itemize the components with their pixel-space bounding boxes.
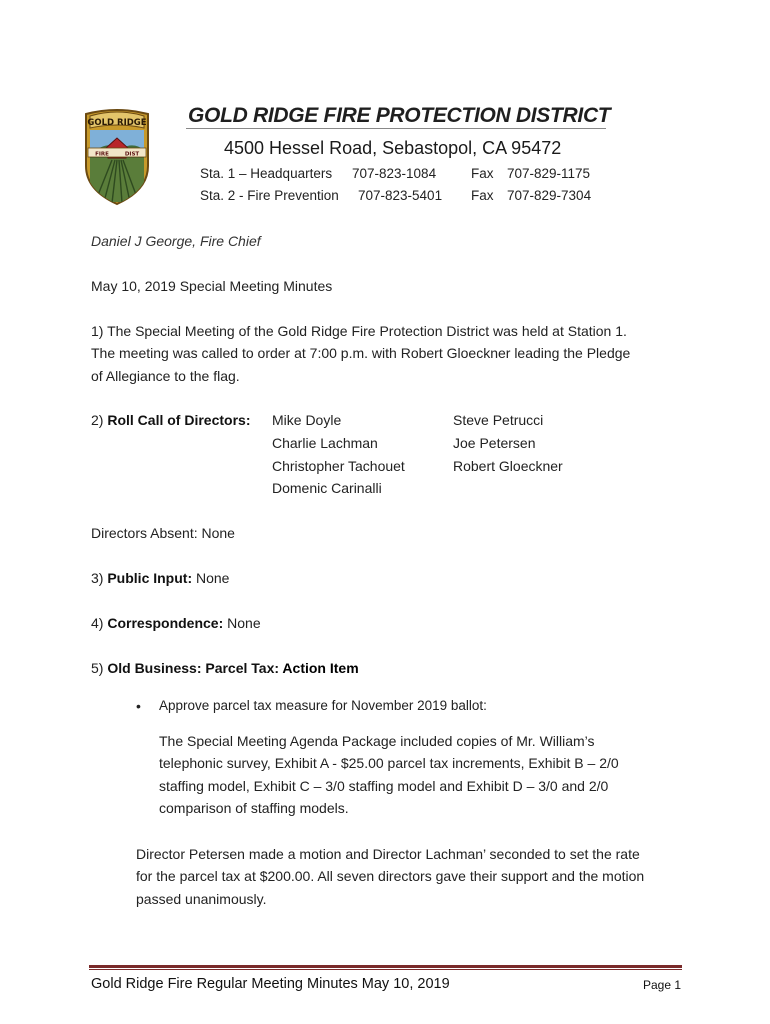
item-3-prefix: 3): [91, 570, 108, 586]
title-underline: [186, 128, 606, 129]
item-2-prefix: 2): [91, 412, 108, 428]
item-4-prefix: 4): [91, 615, 108, 631]
district-address: 4500 Hessel Road, Sebastopol, CA 95472: [224, 138, 562, 158]
district-title: GOLD RIDGE FIRE PROTECTION DISTRICT: [188, 104, 611, 127]
director-name: Christopher Tachouet: [272, 458, 405, 474]
director-name: Mike Doyle: [272, 412, 342, 428]
svg-text:GOLD RIDGE: GOLD RIDGE: [87, 118, 147, 128]
meeting-title: May 10, 2019 Special Meeting Minutes: [91, 278, 333, 294]
roll-call-label: Roll Call of Directors:: [107, 412, 251, 428]
public-input-label: Public Input:: [107, 570, 193, 586]
correspondence-value: None: [223, 615, 261, 631]
bullet-text: Approve parcel tax measure for November 2019 ballot:: [159, 698, 487, 713]
director-name: Robert Gloeckner: [453, 458, 563, 474]
director-name: Charlie Lachman: [272, 435, 378, 451]
action-item-label: Action Item: [279, 660, 359, 676]
footer-title: Gold Ridge Fire Regular Meeting Minutes May 10, 2019: [91, 976, 450, 992]
bullet-icon: •: [136, 698, 141, 714]
director-name: Joe Petersen: [453, 435, 536, 451]
item-1-line-3: of Allegiance to the flag.: [91, 368, 240, 384]
correspondence-label: Correspondence:: [107, 615, 224, 631]
item-2-heading: [91, 409, 250, 432]
district-logo: [82, 108, 152, 206]
public-input-value: None: [192, 570, 230, 586]
station-2-label: Sta. 2 - Fire Prevention: [200, 188, 339, 203]
station-2-fax-label: Fax: [471, 188, 494, 203]
station-1-label: Sta. 1 – Headquarters: [200, 166, 333, 181]
item-4: [91, 612, 261, 635]
svg-text:FIRE: FIRE: [95, 151, 109, 158]
director-name: Domenic Carinalli: [272, 480, 382, 496]
motion-line: passed unanimously.: [136, 891, 267, 907]
footer-rule: [89, 965, 682, 968]
station-2-phone: 707-823-5401: [358, 188, 443, 203]
station-1-fax-label: Fax: [471, 166, 494, 181]
item-5: [91, 657, 359, 680]
director-name: Steve Petrucci: [453, 412, 544, 428]
agenda-line: comparison of staffing models.: [159, 800, 349, 816]
directors-absent: Directors Absent: None: [91, 525, 235, 541]
agenda-line: telephonic survey, Exhibit A - $25.00 parcel tax increments, Exhibit B – 2/0: [159, 755, 619, 771]
svg-text:DIST: DIST: [124, 151, 140, 158]
page-number: Page 1: [643, 978, 682, 992]
motion-line: Director Petersen made a motion and Director Lachman’ seconded to set the rate: [136, 846, 640, 862]
item-3: [91, 567, 229, 590]
station-1-phone: 707-823-1084: [352, 166, 437, 181]
agenda-line: The Special Meeting Agenda Package included copies of Mr. William’s: [159, 733, 595, 749]
station-1-fax: 707-829-1175: [507, 166, 591, 181]
item-5-prefix: 5): [91, 660, 108, 676]
item-1-line-1: 1) The Special Meeting of the Gold Ridge Fire Protection District was held at Station 1.: [91, 323, 627, 339]
footer-rule-thin: [89, 969, 682, 970]
agenda-line: staffing model, Exhibit C – 3/0 staffing model and Exhibit D – 3/0 and 2/0: [159, 778, 609, 794]
old-business-label: Old Business: Parcel Tax:: [107, 660, 280, 676]
item-1-line-2: The meeting was called to order at 7:00 p.m. with Robert Gloeckner leading the Pledge: [91, 345, 631, 361]
fire-chief: Daniel J George, Fire Chief: [91, 233, 261, 249]
motion-line: for the parcel tax at $200.00. All seven directors gave their support and the motion: [136, 868, 645, 884]
station-2-fax: 707-829-7304: [507, 188, 592, 203]
